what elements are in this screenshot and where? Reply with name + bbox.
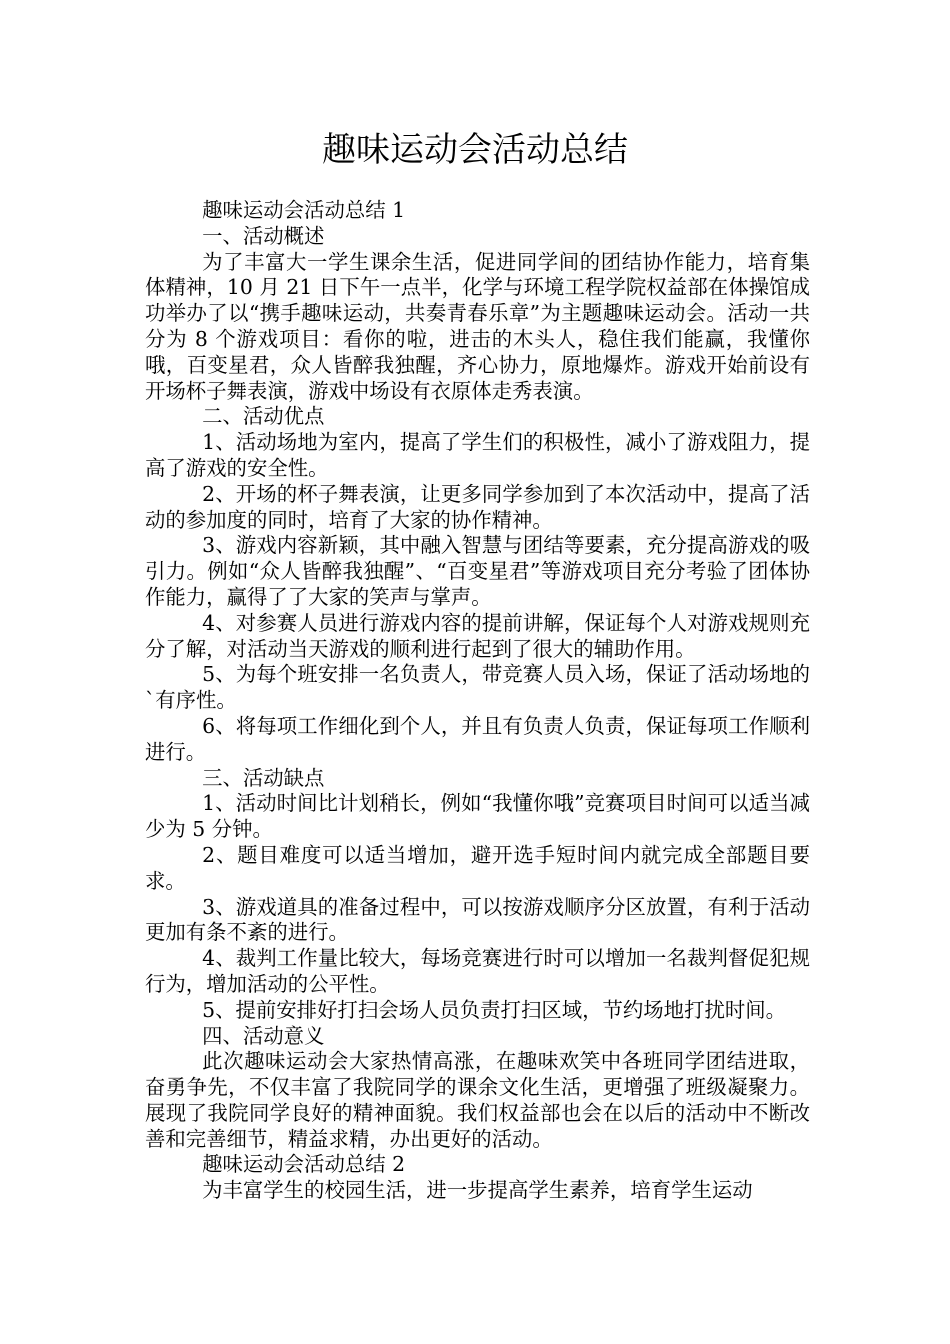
section-heading-summary-1: 趣味运动会活动总结 1 xyxy=(202,198,406,222)
heading-shortcomings: 三、活动缺点 xyxy=(202,765,325,790)
advantage-item-4: 4、对参赛人员进行游戏内容的提前讲解，保证每个人对游戏规则充分了解，对活动当天游戏的顺利进行起到了很大的辅助作用。 xyxy=(145,610,810,661)
shortcoming-item-4: 4、裁判工作量比较大，每场竞赛进行时可以增加一名裁判督促犯规行为，增加活动的公平性。 xyxy=(145,946,810,996)
section-heading-summary-2: 趣味运动会活动总结 2 xyxy=(202,1152,406,1177)
heading-significance: 四、活动意义 xyxy=(202,1023,325,1048)
shortcoming-item-2: 2、题目难度可以适当增加，避开选手短时间内就完成全部题目要求。 xyxy=(145,842,810,893)
document-title: 趣味运动会活动总结 xyxy=(322,130,628,170)
advantage-item-2: 2、开场的杯子舞表演，让更多同学参加到了本次活动中，提高了活动的参加度的同时，培育了大家的协作精神。 xyxy=(145,481,810,532)
shortcoming-item-5: 5、提前安排好打扫会场人员负责打扫区域，节约场地打扰时间。 xyxy=(202,997,787,1022)
advantage-item-3: 3、游戏内容新颖，其中融入智慧与团结等要素，充分提高游戏的吸引力。例如“众人皆醉我独醒”、“百变星君”等游戏项目充分考验了团体协作能力，赢得了了大家的笑声与掌声。 xyxy=(145,533,810,609)
shortcoming-item-1: 1、活动时间比计划稍长，例如“我懂你哦”竞赛项目时间可以适当减少为 5 分钟。 xyxy=(145,791,810,842)
shortcoming-item-3: 3、游戏道具的准备过程中，可以按游戏顺序分区放置，有利于活动更加有条不紊的进行。 xyxy=(145,894,810,945)
advantage-item-6: 6、将每项工作细化到个人，并且有负责人负责，保证每项工作顺利进行。 xyxy=(145,713,810,764)
paragraph-overview: 为了丰富大一学生课余生活，促进同学间的团结协作能力，培育集体精神，10 月 21 日下午一点半，化学与环境工程学院权益部在体操馆成功举办了以“携手趣味运动，共奏青春乐章”为主题趣味运动会。活动一共分为 8 个游戏项目：看你的啦，进击的木头人，稳住我们能赢，我懂你哦，百变星君，众人皆醉我独醒，齐心协力，原地爆炸。游戏开始前设有开场杯子舞表演，游戏中场设有衣原体走秀表演。 xyxy=(145,249,810,403)
heading-overview: 一、活动概述 xyxy=(202,223,325,248)
paragraph-significance: 此次趣味运动会大家热情高涨，在趣味欢笑中各班同学团结进取，奋勇争先，不仅丰富了我院同学的课余文化生活，更增强了班级凝聚力。展现了我院同学良好的精神面貌。我们权益部也会在以后的活动中不断改善和完善细节，精益求精，办出更好的活动。 xyxy=(145,1049,810,1151)
advantage-item-1: 1、活动场地为室内，提高了学生们的积极性，减小了游戏阻力，提高了游戏的安全性。 xyxy=(145,430,810,480)
heading-advantages: 二、活动优点 xyxy=(202,404,325,429)
advantage-item-5: 5、为每个班安排一名负责人，带竞赛人员入场，保证了活动场地的`有序性。 xyxy=(145,662,810,713)
paragraph-summary-2-intro: 为丰富学生的校园生活，进一步提高学生素养，培育学生运动 xyxy=(202,1178,753,1203)
document-body xyxy=(145,198,810,1204)
